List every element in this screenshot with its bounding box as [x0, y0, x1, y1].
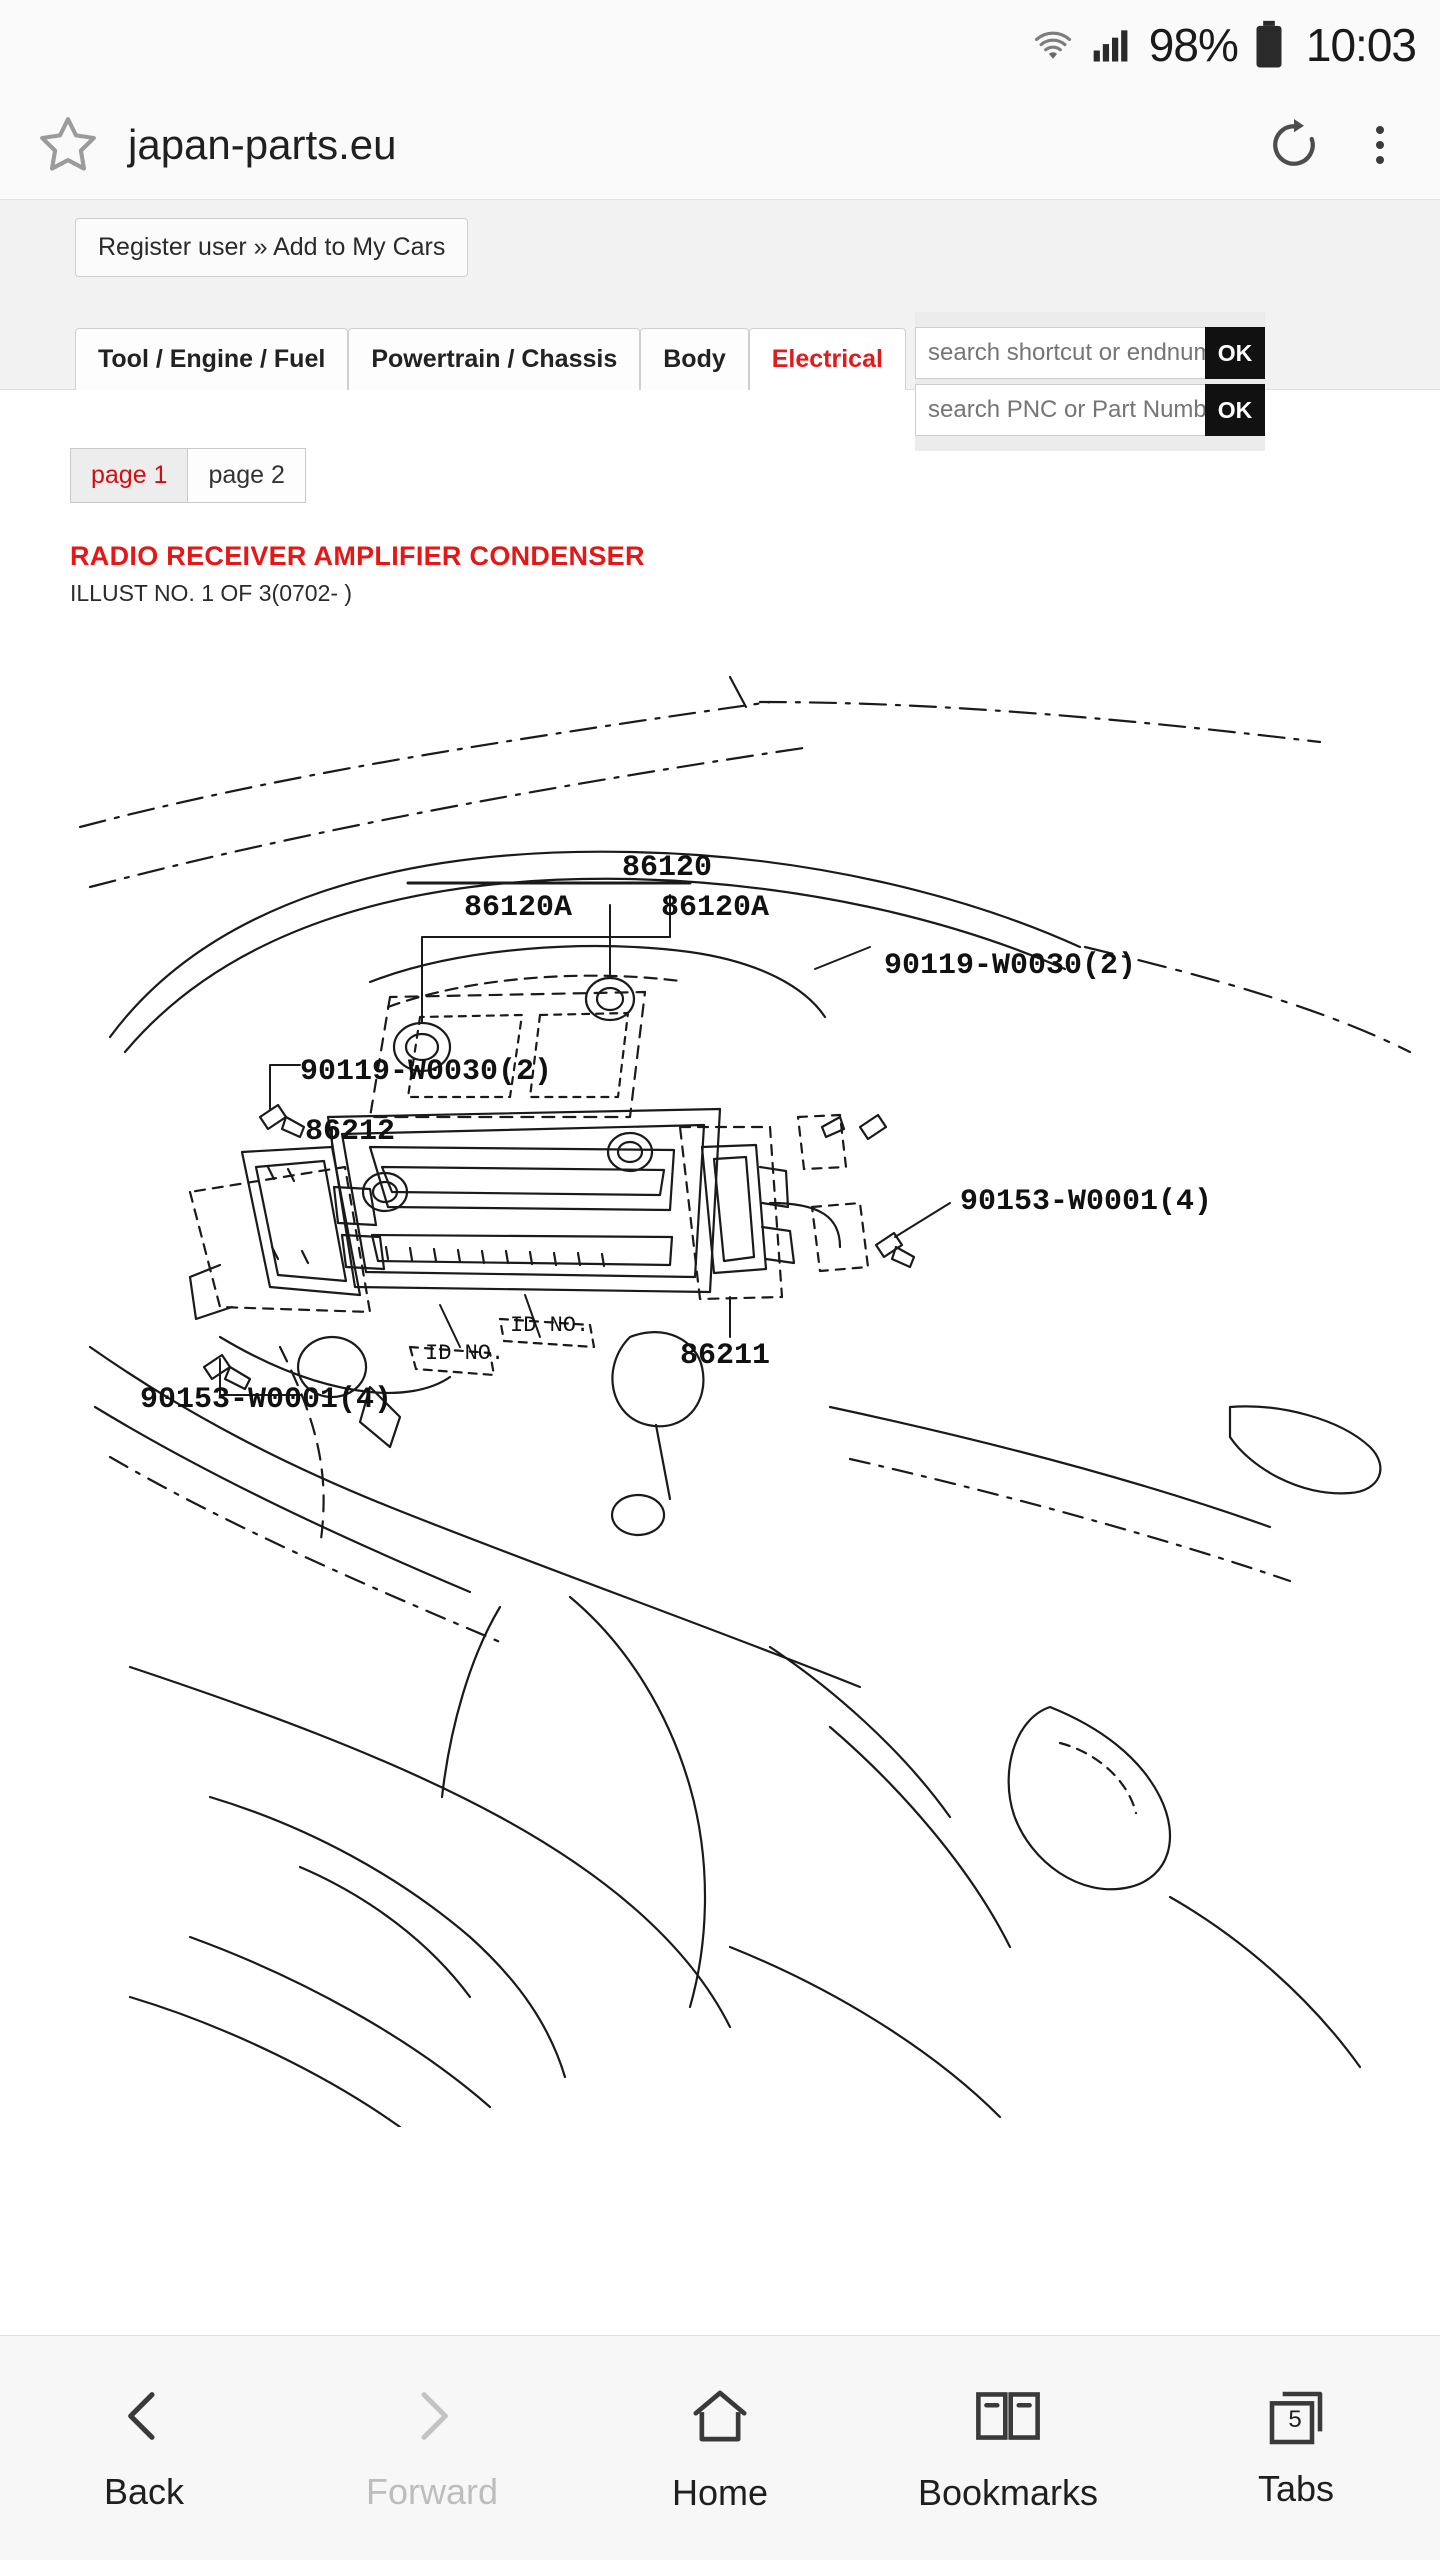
star-icon[interactable] — [30, 107, 106, 183]
tab-tool-engine-fuel[interactable]: Tool / Engine / Fuel — [75, 328, 348, 390]
webpage-viewport[interactable] — [0, 200, 1440, 2335]
nav-back-button[interactable] — [0, 2384, 288, 2513]
home-icon — [687, 2383, 753, 2454]
search-pnc-ok-button[interactable]: OK — [1205, 384, 1265, 436]
register-user-link[interactable]: Register user » Add to My Cars — [75, 218, 468, 277]
menu-dot — [1376, 156, 1384, 164]
reload-icon[interactable] — [1256, 107, 1332, 183]
illustration-page-tabs — [70, 448, 1440, 503]
overflow-menu-icon[interactable] — [1350, 107, 1410, 183]
browser-toolbar — [0, 90, 1440, 200]
callout-90119-left: 90119-W0030(2) — [300, 1055, 553, 1089]
search-pnc-input[interactable] — [915, 384, 1251, 436]
wifi-icon — [1031, 23, 1075, 67]
tab-powertrain-chassis[interactable]: Powertrain / Chassis — [348, 328, 640, 390]
bottom-navigation-bar — [0, 2335, 1440, 2560]
tabs-icon — [1264, 2386, 1328, 2450]
chevron-left-icon — [112, 2384, 176, 2453]
search-shortcut-ok-button[interactable]: OK — [1205, 327, 1265, 379]
page-tab-1[interactable]: page 1 — [70, 448, 188, 503]
search-panel — [915, 312, 1265, 451]
nav-home-label: Home — [671, 2471, 769, 2513]
nav-home-button[interactable] — [576, 2383, 864, 2514]
search-shortcut-row — [915, 327, 1265, 379]
page-title: RADIO RECEIVER AMPLIFIER CONDENSER — [70, 541, 645, 571]
battery-icon — [1252, 20, 1286, 70]
id-no-label-right: ID NO. — [510, 1313, 590, 1338]
callout-86212: 86212 — [305, 1115, 396, 1149]
tabs-count-badge: 5 — [1288, 2406, 1302, 2433]
signal-icon — [1089, 23, 1135, 67]
tab-body[interactable]: Body — [640, 328, 749, 390]
search-shortcut-input[interactable] — [915, 327, 1251, 379]
id-no-label-left: ID NO. — [425, 1341, 505, 1366]
callout-86120a-right: 86120A — [660, 891, 770, 925]
search-pnc-row — [915, 384, 1265, 436]
address-bar-domain[interactable]: japan-parts.eu — [128, 120, 397, 168]
book-icon — [973, 2383, 1043, 2454]
callout-86211: 86211 — [680, 1339, 771, 1373]
tab-electrical[interactable]: Electrical — [749, 328, 906, 390]
nav-forward-label: Forward — [365, 2470, 499, 2512]
callout-90153-right: 90153-W0001(4) — [960, 1185, 1213, 1219]
menu-dot — [1376, 126, 1384, 134]
site-header — [0, 200, 1440, 423]
page-subtitle: ILLUST NO. 1 OF 3(0702- ) — [70, 580, 353, 606]
callout-86120: 86120 — [621, 851, 713, 885]
nav-tabs-label: Tabs — [1257, 2468, 1335, 2509]
page-tab-2[interactable]: page 2 — [188, 448, 305, 503]
callout-90119-right: 90119-W0030(2) — [884, 949, 1137, 983]
callout-90153-left: 90153-W0001(4) — [140, 1383, 393, 1417]
menu-dot — [1376, 141, 1384, 149]
nav-forward-button[interactable] — [288, 2384, 576, 2513]
page-content — [0, 448, 1440, 2127]
nav-back-label: Back — [103, 2470, 185, 2512]
battery-percent: 98% — [1148, 19, 1238, 71]
nav-bookmarks-label: Bookmarks — [917, 2471, 1099, 2513]
callout-86120a-left: 86120A — [463, 891, 573, 925]
chevron-right-icon — [400, 2384, 464, 2453]
status-clock: 10:03 — [1305, 19, 1416, 71]
nav-bookmarks-button[interactable] — [864, 2383, 1152, 2514]
parts-diagram[interactable] — [70, 647, 1440, 2127]
category-tab-bar — [0, 319, 1440, 423]
status-bar — [0, 0, 1440, 90]
nav-tabs-button[interactable] — [1152, 2386, 1440, 2510]
